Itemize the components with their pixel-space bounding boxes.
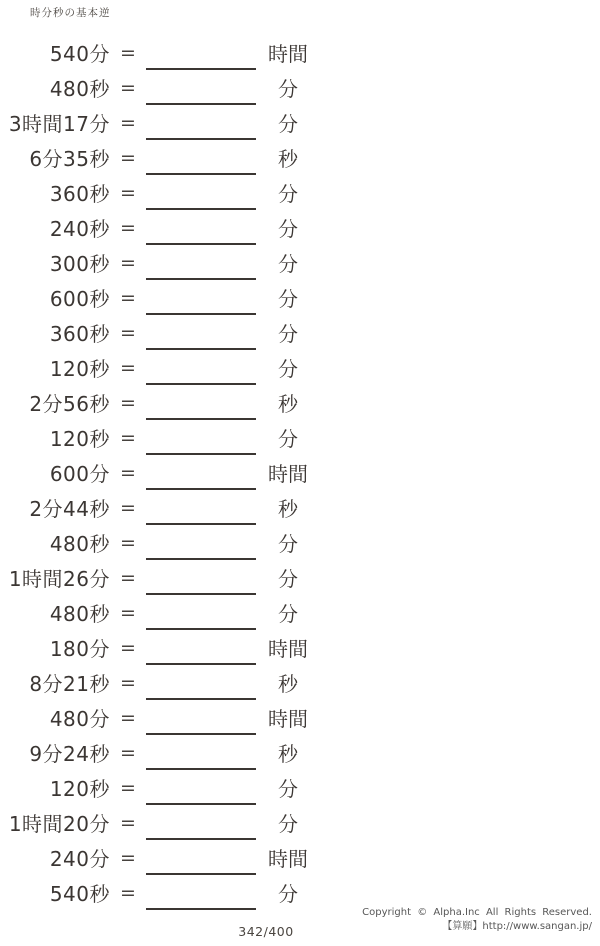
answer-blank-line	[146, 83, 256, 105]
question-value: 480秒	[49, 76, 110, 101]
question-value: 480秒	[49, 601, 110, 626]
answer-blank-line	[146, 468, 256, 490]
equals-sign: =	[120, 77, 136, 99]
copyright-notice	[362, 906, 592, 934]
answer-blank-line	[146, 153, 256, 175]
equals-sign: =	[120, 532, 136, 554]
answer-blank-line	[146, 363, 256, 385]
answer-unit: 時間	[268, 706, 308, 731]
answer-unit: 分	[278, 601, 298, 626]
answer-blank-line	[146, 223, 256, 245]
conversion-row	[0, 351, 600, 386]
answer-blank-line	[146, 853, 256, 875]
answer-unit: 秒	[278, 671, 298, 696]
question-value: 1時間26分	[8, 566, 110, 591]
answer-unit: 分	[278, 881, 298, 906]
question-value: 1時間20分	[8, 811, 110, 836]
question-value: 300秒	[49, 251, 110, 276]
answer-unit: 秒	[278, 146, 298, 171]
answer-unit: 秒	[278, 496, 298, 521]
equals-sign: =	[120, 882, 136, 904]
answer-unit: 秒	[278, 741, 298, 766]
equals-sign: =	[120, 707, 136, 729]
answer-unit: 分	[278, 216, 298, 241]
equals-sign: =	[120, 637, 136, 659]
answer-blank-line	[146, 328, 256, 350]
question-value: 2分56秒	[29, 391, 110, 416]
conversion-row	[0, 36, 600, 71]
question-value: 540分	[49, 41, 110, 66]
conversion-row	[0, 386, 600, 421]
answer-unit: 分	[278, 181, 298, 206]
answer-unit: 分	[278, 286, 298, 311]
answer-unit: 分	[278, 321, 298, 346]
conversion-row	[0, 141, 600, 176]
question-value: 480分	[49, 706, 110, 731]
question-value: 540秒	[49, 881, 110, 906]
conversion-row	[0, 736, 600, 771]
answer-blank-line	[146, 503, 256, 525]
answer-unit: 分	[278, 76, 298, 101]
question-value: 6分35秒	[29, 146, 110, 171]
conversion-row	[0, 71, 600, 106]
equals-sign: =	[120, 812, 136, 834]
conversion-row	[0, 841, 600, 876]
question-value: 3時間17分	[8, 111, 110, 136]
conversion-row	[0, 596, 600, 631]
equals-sign: =	[120, 462, 136, 484]
answer-unit: 分	[278, 426, 298, 451]
question-value: 8分21秒	[29, 671, 110, 696]
equals-sign: =	[120, 182, 136, 204]
answer-blank-line	[146, 538, 256, 560]
answer-unit: 分	[278, 531, 298, 556]
answer-blank-line	[146, 713, 256, 735]
worksheet-rows	[0, 36, 600, 911]
answer-blank-line	[146, 678, 256, 700]
answer-unit: 分	[278, 251, 298, 276]
equals-sign: =	[120, 287, 136, 309]
answer-unit: 時間	[268, 636, 308, 661]
equals-sign: =	[120, 497, 136, 519]
conversion-row	[0, 631, 600, 666]
question-value: 9分24秒	[29, 741, 110, 766]
answer-blank-line	[146, 888, 256, 910]
conversion-row	[0, 456, 600, 491]
answer-blank-line	[146, 118, 256, 140]
answer-blank-line	[146, 48, 256, 70]
answer-unit: 時間	[268, 846, 308, 871]
conversion-row	[0, 561, 600, 596]
question-value: 240分	[49, 846, 110, 871]
conversion-row	[0, 281, 600, 316]
conversion-row	[0, 211, 600, 246]
answer-blank-line	[146, 188, 256, 210]
question-value: 120秒	[49, 356, 110, 381]
question-value: 120秒	[49, 776, 110, 801]
equals-sign: =	[120, 252, 136, 274]
equals-sign: =	[120, 427, 136, 449]
equals-sign: =	[120, 567, 136, 589]
equals-sign: =	[120, 42, 136, 64]
equals-sign: =	[120, 847, 136, 869]
answer-unit: 分	[278, 811, 298, 836]
conversion-row	[0, 526, 600, 561]
conversion-row	[0, 421, 600, 456]
answer-unit: 分	[278, 776, 298, 801]
page-number: 342/400	[238, 924, 294, 939]
conversion-row	[0, 316, 600, 351]
answer-unit: 時間	[268, 41, 308, 66]
question-value: 360秒	[49, 321, 110, 346]
answer-blank-line	[146, 258, 256, 280]
answer-blank-line	[146, 433, 256, 455]
answer-blank-line	[146, 608, 256, 630]
question-value: 360秒	[49, 181, 110, 206]
answer-blank-line	[146, 573, 256, 595]
equals-sign: =	[120, 217, 136, 239]
answer-blank-line	[146, 818, 256, 840]
conversion-row	[0, 106, 600, 141]
conversion-row	[0, 701, 600, 736]
conversion-row	[0, 246, 600, 281]
answer-blank-line	[146, 748, 256, 770]
copyright-text: Copyright © Alpha.Inc All Rights Reserved.	[362, 907, 592, 918]
answer-unit: 秒	[278, 391, 298, 416]
question-value: 600分	[49, 461, 110, 486]
conversion-row	[0, 176, 600, 211]
answer-unit: 分	[278, 566, 298, 591]
equals-sign: =	[120, 322, 136, 344]
question-value: 120秒	[49, 426, 110, 451]
equals-sign: =	[120, 742, 136, 764]
equals-sign: =	[120, 392, 136, 414]
answer-unit: 時間	[268, 461, 308, 486]
equals-sign: =	[120, 357, 136, 379]
answer-unit: 分	[278, 111, 298, 136]
question-value: 180分	[49, 636, 110, 661]
question-value: 2分44秒	[29, 496, 110, 521]
answer-blank-line	[146, 398, 256, 420]
question-value: 600秒	[49, 286, 110, 311]
question-value: 480秒	[49, 531, 110, 556]
equals-sign: =	[120, 112, 136, 134]
conversion-row	[0, 491, 600, 526]
answer-blank-line	[146, 293, 256, 315]
question-value: 240秒	[49, 216, 110, 241]
page-title: 時分秒の基本逆	[30, 7, 111, 19]
conversion-row	[0, 806, 600, 841]
equals-sign: =	[120, 672, 136, 694]
conversion-row	[0, 771, 600, 806]
answer-unit: 分	[278, 356, 298, 381]
answer-blank-line	[146, 643, 256, 665]
equals-sign: =	[120, 602, 136, 624]
source-url: 【算願】http://www.sangan.jp/	[442, 921, 592, 932]
equals-sign: =	[120, 777, 136, 799]
conversion-row	[0, 666, 600, 701]
equals-sign: =	[120, 147, 136, 169]
answer-blank-line	[146, 783, 256, 805]
